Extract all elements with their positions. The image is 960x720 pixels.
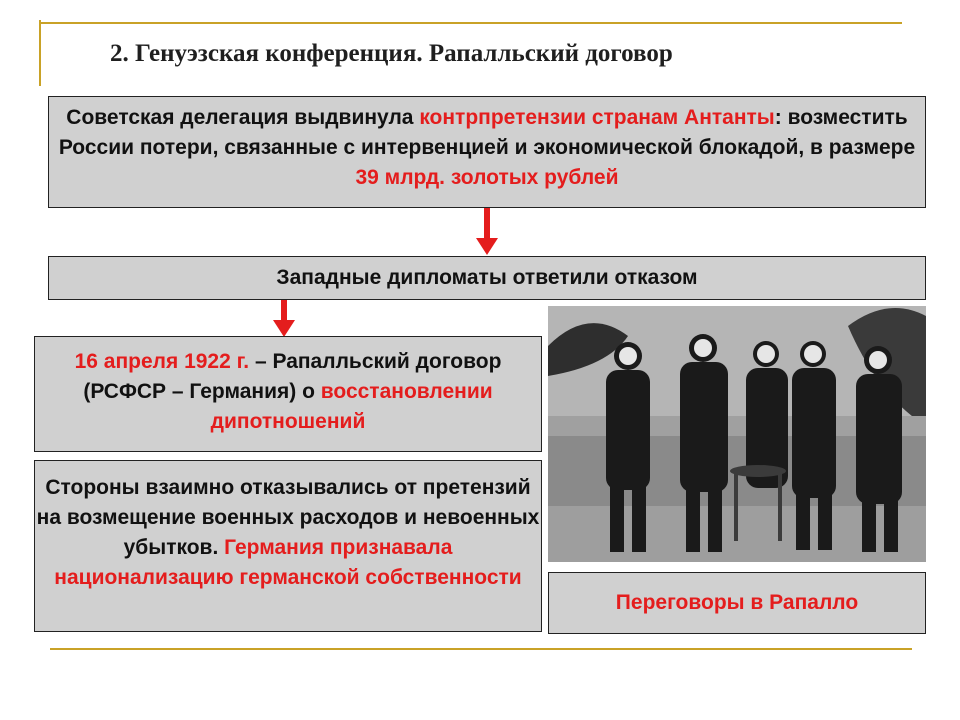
negotiations-photo [548, 306, 926, 562]
left-decor-line [39, 20, 41, 86]
counterclaims-box [48, 96, 926, 208]
rapallo-treaty-box [34, 336, 542, 452]
photo-caption [548, 572, 926, 634]
counterclaims-text-1: Советская делегация выдвинула [66, 106, 420, 129]
bottom-decor-line [50, 648, 912, 650]
treaty-date: 16 апреля 1922 г. [74, 350, 250, 373]
terms-highlight: Германия признавала национализацию германской собственности [54, 536, 522, 589]
treaty-terms-box [34, 460, 542, 632]
terms-text: Стороны взаимно отказывались от претензий на возмещение военных расходов и невоенных убытков. [36, 476, 540, 559]
refusal-box: Западные дипломаты ответили отказом [48, 256, 926, 300]
top-decor-line [40, 22, 902, 24]
counterclaims-text-2: : возместить России потери, связанные с интервенцией и экономической блокадой, в размере [58, 106, 916, 159]
counterclaims-highlight-1: контрпретензии странам Антанты [419, 106, 775, 129]
treaty-highlight: восстановлении дипотношений [210, 380, 493, 433]
counterclaims-highlight-2: 39 млрд. золотых рублей [355, 166, 619, 189]
photo-caption-text: Переговоры в Рапалло [615, 591, 859, 614]
photo-illustration [548, 306, 926, 562]
arrow-down-icon [475, 208, 499, 256]
treaty-text: – Рапалльский договор (РСФСР – Германия) о [83, 350, 502, 403]
arrow-down-icon [272, 300, 296, 338]
slide-title: 2. Генуэзская конференция. Рапалльский договор [110, 40, 673, 67]
